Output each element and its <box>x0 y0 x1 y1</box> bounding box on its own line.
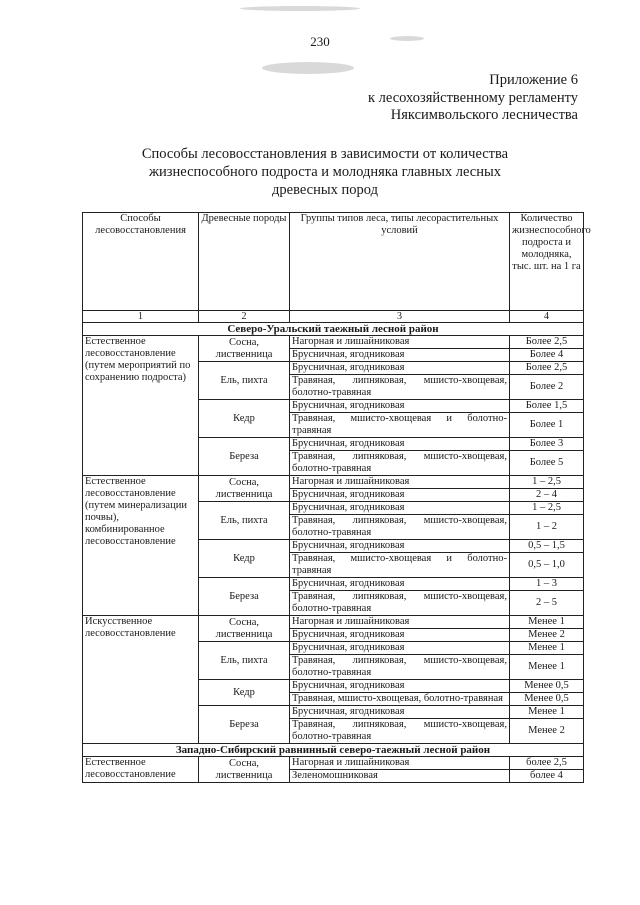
title-line: жизнеспособного подроста и молодняка главных лесных <box>149 164 501 180</box>
species-cell: Сосна, лиственница <box>199 336 290 362</box>
quantity-cell: Более 1,5 <box>510 400 584 413</box>
species-cell: Береза <box>199 438 290 476</box>
page-number: 230 <box>310 34 330 49</box>
section-title: Северо-Уральский таежный лесной район <box>83 323 584 336</box>
quantity-cell: Более 5 <box>510 451 584 476</box>
column-number: 1 <box>83 311 199 323</box>
header-cell: Древесные породы <box>199 213 290 311</box>
forest-type-cell: Нагорная и лишайниковая <box>290 476 510 489</box>
species-cell: Сосна, лиственница <box>199 616 290 642</box>
quantity-cell: 2 – 4 <box>510 489 584 502</box>
quantity-cell: 1 – 2,5 <box>510 502 584 515</box>
table-body <box>83 213 591 783</box>
species-cell: Ель, пихта <box>199 502 290 540</box>
forest-type-cell: Нагорная и лишайниковая <box>290 757 510 770</box>
quantity-cell: Более 2,5 <box>510 362 584 375</box>
quantity-cell: Менее 0,5 <box>510 680 584 693</box>
species-cell: Сосна, лиственница <box>199 476 290 502</box>
table-row <box>83 476 584 489</box>
forest-type-cell: Брусничная, ягодниковая <box>290 349 510 362</box>
forest-type-cell: Брусничная, ягодниковая <box>290 438 510 451</box>
quantity-cell: Более 2,5 <box>510 336 584 349</box>
quantity-cell: Менее 1 <box>510 642 584 655</box>
forest-type-cell: Брусничная, ягодниковая <box>290 578 510 591</box>
appendix-line: к лесохозяйственному регламенту <box>368 89 578 106</box>
forest-type-cell: Брусничная, ягодниковая <box>290 706 510 719</box>
appendix-line: Няксимвольского лесничества <box>390 107 578 123</box>
header-cell: Способы лесовосстановления <box>83 213 199 311</box>
quantity-cell: Менее 1 <box>510 655 584 680</box>
appendix-line: Приложение 6 <box>489 72 578 88</box>
column-number: 3 <box>290 311 510 323</box>
quantity-cell: 0,5 – 1,5 <box>510 540 584 553</box>
forest-type-cell: Брусничная, ягодниковая <box>290 642 510 655</box>
section-row <box>83 744 584 757</box>
forest-type-cell: Нагорная и лишайниковая <box>290 336 510 349</box>
method-cell: Естественное лесовосстановление <box>83 757 199 783</box>
forest-type-cell: Травяная, липняковая, мшисто-хвощевая, болотно-травяная <box>290 655 510 680</box>
table-row <box>83 757 584 770</box>
section-row <box>83 323 584 336</box>
quantity-cell: Менее 2 <box>510 629 584 642</box>
quantity-cell: Более 1 <box>510 413 584 438</box>
forest-type-cell: Брусничная, ягодниковая <box>290 502 510 515</box>
quantity-cell: 2 – 5 <box>510 591 584 616</box>
forest-type-cell: Брусничная, ягодниковая <box>290 680 510 693</box>
header-cell: Количество жизнеспособного подроста и молодняка, тыс. шт. на 1 га <box>510 213 584 311</box>
quantity-cell: Более 4 <box>510 349 584 362</box>
species-cell: Береза <box>199 706 290 744</box>
section-title: Западно-Сибирский равнинный северо-таежный лесной район <box>83 744 584 757</box>
table-header-row <box>83 213 584 311</box>
species-cell: Кедр <box>199 680 290 706</box>
quantity-cell: Менее 1 <box>510 706 584 719</box>
title-line: Способы лесовосстановления в зависимости от количества <box>141 146 509 162</box>
method-cell: Искусственное лесовосстановление <box>83 616 199 744</box>
quantity-cell: Менее 0,5 <box>510 693 584 706</box>
scan-smudge <box>240 6 360 11</box>
header-cell: Группы типов леса, типы лесорастительных условий <box>290 213 510 311</box>
quantity-cell: Менее 1 <box>510 616 584 629</box>
appendix-header <box>368 72 578 125</box>
forest-type-cell: Травяная, липняковая, мшисто-хвощевая, болотно-травяная <box>290 515 510 540</box>
quantity-cell: 0,5 – 1,0 <box>510 553 584 578</box>
column-number-row <box>83 311 584 323</box>
forest-type-cell: Травяная, мшисто-хвощевая, болотно-травяная <box>290 693 510 706</box>
scan-smudge <box>262 62 354 74</box>
species-cell: Ель, пихта <box>199 642 290 680</box>
reforestation-table <box>82 212 591 783</box>
quantity-cell: более 2,5 <box>510 757 584 770</box>
species-cell: Ель, пихта <box>199 362 290 400</box>
quantity-cell: 1 – 2 <box>510 515 584 540</box>
document-title <box>90 145 560 199</box>
forest-type-cell: Травяная, мшисто-хвощевая и болотно-травяная <box>290 413 510 438</box>
scan-smudge <box>390 36 424 41</box>
quantity-cell: более 4 <box>510 770 584 783</box>
column-number: 2 <box>199 311 290 323</box>
quantity-cell: Менее 2 <box>510 719 584 744</box>
table-row <box>83 336 584 349</box>
species-cell: Сосна, лиственница <box>199 757 290 783</box>
forest-type-cell: Брусничная, ягодниковая <box>290 400 510 413</box>
method-cell: Естественное лесовосстановление (путем мероприятий по сохранению подроста) <box>83 336 199 476</box>
forest-type-cell: Травяная, липняковая, мшисто-хвощевая, болотно-травяная <box>290 451 510 476</box>
species-cell: Кедр <box>199 540 290 578</box>
quantity-cell: 1 – 3 <box>510 578 584 591</box>
forest-type-cell: Травяная, липняковая, мшисто-хвощевая, болотно-травяная <box>290 591 510 616</box>
forest-type-cell: Травяная, липняковая, мшисто-хвощевая, болотно-травяная <box>290 375 510 400</box>
forest-type-cell: Брусничная, ягодниковая <box>290 629 510 642</box>
species-cell: Береза <box>199 578 290 616</box>
forest-type-cell: Брусничная, ягодниковая <box>290 362 510 375</box>
forest-type-cell: Нагорная и лишайниковая <box>290 616 510 629</box>
species-cell: Кедр <box>199 400 290 438</box>
table-row <box>83 616 584 629</box>
forest-type-cell: Брусничная, ягодниковая <box>290 489 510 502</box>
column-number: 4 <box>510 311 584 323</box>
quantity-cell: Более 2 <box>510 375 584 400</box>
forest-type-cell: Брусничная, ягодниковая <box>290 540 510 553</box>
quantity-cell: 1 – 2,5 <box>510 476 584 489</box>
method-cell: Естественное лесовосстановление (путем минерализации почвы), комбинированное лесовосстановление <box>83 476 199 616</box>
quantity-cell: Более 3 <box>510 438 584 451</box>
forest-type-cell: Травяная, мшисто-хвощевая и болотно-травяная <box>290 553 510 578</box>
title-line: древесных пород <box>272 182 378 198</box>
forest-type-cell: Зеленомошниковая <box>290 770 510 783</box>
forest-type-cell: Травяная, липняковая, мшисто-хвощевая, болотно-травяная <box>290 719 510 744</box>
